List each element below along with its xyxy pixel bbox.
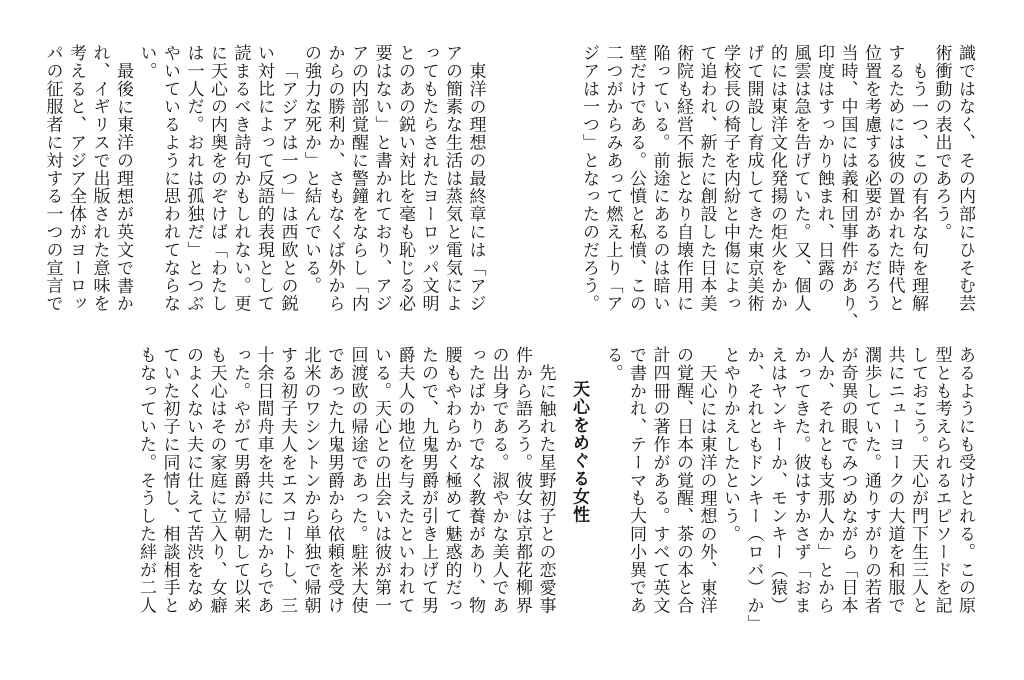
text-column: 最後に東洋の理想が英文で書か [113,62,133,313]
text-column: も天心はその家庭に立入り、女癖 [206,346,227,615]
text-column: パの征服者に対する一つの宣言で [42,44,63,313]
text-column: は一人だ。おれは孤独だ」とつぶ [183,44,204,313]
text-column: とのあの鋭い対比を毫も恥じる必 [395,44,415,313]
text-column: 風雲は急を告げていた。又、個人 [790,44,811,313]
text-column: しておこう。天心が門下生三人と [908,346,928,615]
text-column: 考えると、アジア全体がヨーロッ [66,44,86,313]
text-column: 印度はすっかり蝕まれ、日露の [814,44,834,295]
text-column: 先に触れた星野初子との恋愛事 [535,364,556,615]
text-column: 位置を考慮する必要があるだろう [861,44,881,313]
text-column: で書かれ、テーマも大同小異であ [626,346,646,615]
text-column: 術衝動の表出であろう。 [931,44,952,241]
text-column: 要はない」と書かれており、アジ [371,44,392,313]
text-column: 東洋の理想の最終章には「アジ [465,62,486,313]
text-column: いる。天心との出会いは彼が第一 [371,346,391,615]
text-column: い対比によって反語的表現として [254,44,274,313]
text-column: の出身である。淑やかな美人であ [488,346,509,615]
text-column: 人か、それとも支那人か」とから [814,346,834,615]
text-column: 北米のワシントンから単独で帰朝 [300,346,321,615]
text-column: アの内部覚醒に警鐘をならし「内 [348,44,368,313]
text-column: 型とも考えられるエピソードを記 [931,346,952,615]
text-column: やいているように思われてならな [160,44,180,313]
text-column: 共にニューヨークの大道を和服で [884,346,905,615]
text-column: 的には東洋文化発揚の炬火をかか [767,44,787,313]
text-column: かってきた。彼はすかさず「おま [790,346,811,615]
text-column: れ、イギリスで出版された意味を [89,44,110,313]
text-column: の覚醒、日本の覚醒、茶の本と合 [673,346,693,615]
text-column: 学校長の椅子を内紛と中傷によっ [720,44,740,313]
text-column: する初子夫人をエスコートし、三 [277,346,297,615]
text-column: するためには彼の置かれた時代と [884,44,905,313]
upper-text-block-right [577,44,977,332]
text-column: る。 [602,346,623,382]
text-column: 爵夫人の地位を与えたといわれて [394,346,415,615]
upper-text-block-left [40,44,487,332]
text-column: 計四冊の著作がある。すべて英文 [649,346,670,615]
text-column: 術院も経営不振となり自壊作用に [673,44,693,313]
text-column: ってもたらされたヨーロッパ文明 [418,44,439,313]
text-column: 濶歩していた。通りすがりの若者 [861,346,881,615]
text-column: か、それともドンキー（ロバ）か」 [743,346,764,633]
text-column: からの勝利か、さもなくば外から [324,44,345,313]
text-column: の強力な死か」と結んでいる。 [301,44,321,295]
text-column: 読まるべき詩句かもしれない。更 [230,44,251,313]
text-column: ジアは一つ」となったのだろう。 [579,44,599,313]
text-column: ていた初子に同情し、相談相手と [159,346,180,615]
text-column: 回渡欧の帰途であった。駐米大使 [347,346,368,615]
text-column: であった九鬼男爵から依頼を受け [324,346,344,615]
text-column: 二つがからみあって燃え上り「ア [602,44,623,313]
text-column: 件から語ろう。彼女は京都花柳界 [512,346,532,615]
text-column: 当時、中国には義和団事件があり、 [837,44,858,331]
section-heading: 天心をめぐる女性 [569,380,589,524]
text-column: えはヤンキーか、モンキー（猿） [767,346,787,615]
text-column: のよくない夫に仕えて苦渋をなめ [183,346,203,615]
text-column: げて開設し育成してきた東京美術 [743,44,764,313]
text-column: アの簡素な生活は蒸気と電気によ [442,44,462,313]
text-column: もなっていた。そうした絆が二人 [136,346,156,615]
text-column: ったばかりでなく教養があり、物 [465,346,485,615]
text-column: 識ではなく、その内部にひそむ芸 [955,44,975,313]
text-column: に天心の内奥をのぞけば「わたし [207,44,227,313]
text-column: 壁だけである。公憤と私憤、この [626,44,646,313]
text-column: あるようにも受けとれる。この原 [955,346,975,615]
text-column: 十余日間舟車を共にしたからであ [253,346,274,615]
text-column: とやりかえしたという。 [720,346,740,543]
text-column: 「アジアは一つ」は西欧との鋭 [277,62,298,313]
text-column: 天心には東洋の理想の外、東洋 [696,364,717,615]
text-column: たので、九鬼男爵が引き上げて男 [418,346,438,615]
text-column: て追われ、新たに創設した日本美 [696,44,717,313]
lower-text-block [134,346,977,638]
text-column: った。やがて男爵が帰朝して以来 [230,346,250,615]
text-column: が奇異の眼でみつめながら「日本 [837,346,858,615]
text-column: い。 [136,44,157,80]
text-column: もう一つ、この有名な句を理解 [908,62,928,313]
text-column: 陥っている。前途にあるのは暗い [649,44,670,313]
text-column: 腰もやわらかく極めて魅惑的だっ [441,346,462,615]
